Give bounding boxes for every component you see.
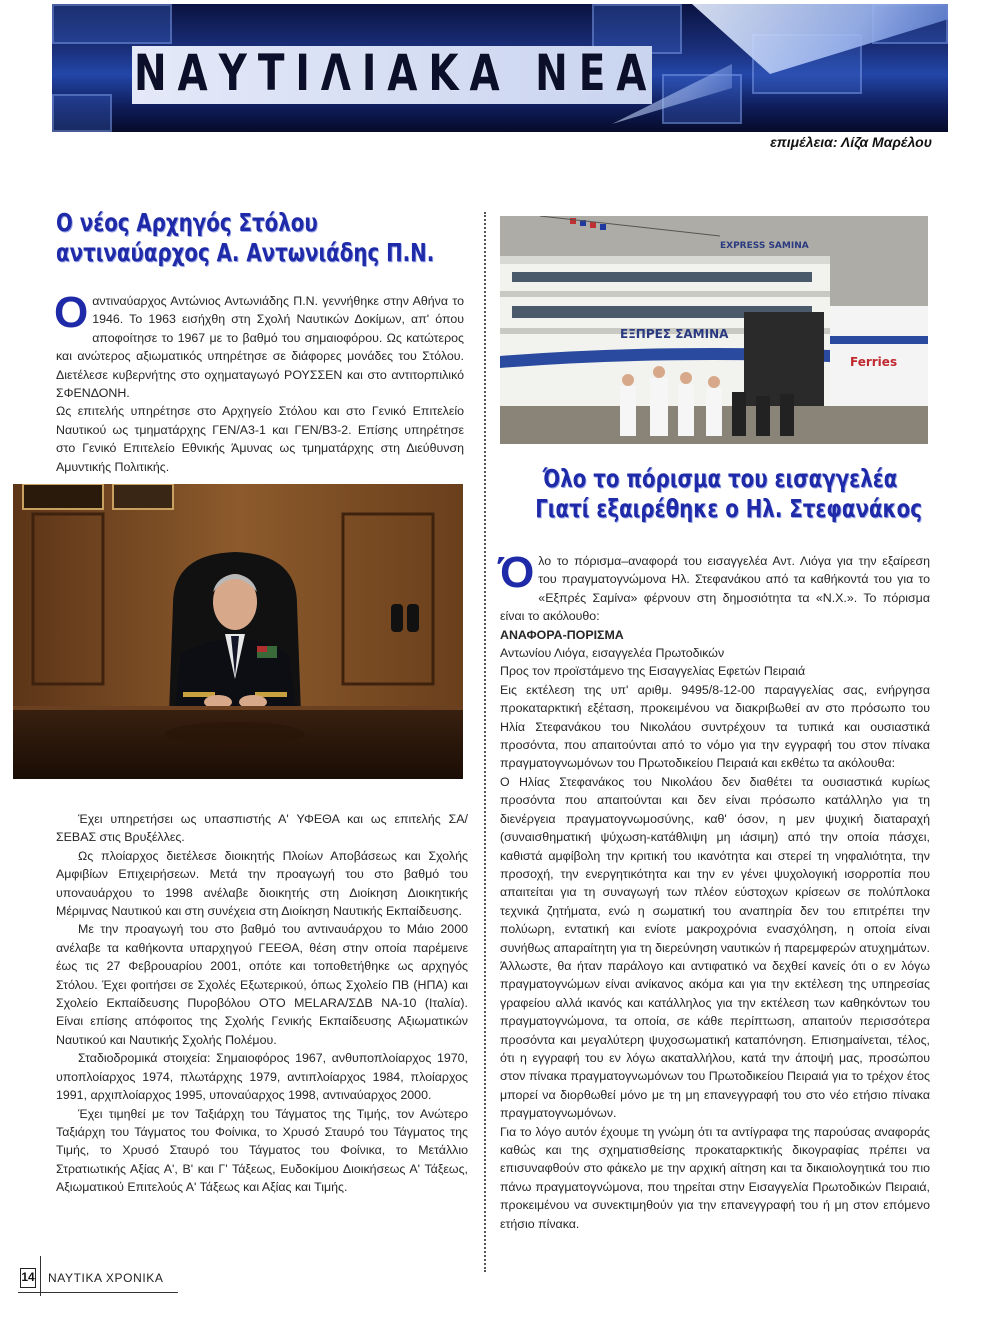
article2-intro: λο το πόρισμα–αναφορά του εισαγγελέα Αντ. Λιόγα για την εξαίρεση του πραγματογνώμονα Ηλ. Στεφανάκου από τα καθήκοντά του για το «Εξπρές Σαμίνα» φέρνουν στη δημοσιότητα τα «Ν.Χ.». Το πόρισμα είναι το ακόλουθο: <box>500 554 930 624</box>
ship-name-top-label: EXPRESS SAMINA <box>720 241 809 251</box>
article1-paragraph: Με την προαγωγή του στο βαθμό του αντιναυάρχου το Μάιο 2000 ανέλαβε τα καθήκοντα υπαρχηγού ΓΕΕΘΑ, θέση στην οποία παρέμεινε έως τις 27 Φεβρουαρίου 2001, οπότε και τοποθετήθηκε ως αρχηγός Στόλου. Έχει φοιτήσει σε Σχολές Εξωτερικού, όπως Σχολείο ΠΒ (ΗΠΑ) και Σχολείο Εκπαίδευσης Πυροβόλου ΟΤΟ MELARA/ΣΔΒ ΝΑ-10 (Ιταλία). Είναι επίσης απόφοιτος της Σχολής Γενικής Εκπαίδευσης Αξιωματικών Ναυτικού και Ναυτικής Σχολής Πολέμου. <box>56 922 468 1047</box>
article2-headline <box>510 464 930 523</box>
section-banner <box>52 4 948 132</box>
publication-name: ΝΑΥΤΙΚΑ ΧΡΟΝΙΚΑ <box>48 1271 164 1285</box>
article1-paragraph: Έχει τιμηθεί με τον Ταξιάρχη του Τάγματος της Τιμής, τον Ανώτερο Ταξιάρχη του Τάγματος του Φοίνικα, το Χρυσό Σταυρό του Τάγματος της Τιμής, το Χρυσό Σταυρό του Τάγματος του Φοίνικα, το Μετάλλιο Στρατιωτικής Αξίας Α', Β' και Γ' Τάξεως, Ευδοκίμου Διοικήσεως Α' Τάξεως, Αξιωματικού Επιτελούς Α' Τάξεως και Αξίας και Τιμής. <box>56 1106 468 1195</box>
ferry-sign-label: Ferries <box>850 355 898 369</box>
article2-body-text <box>498 548 930 1233</box>
article2-drop-cap: Ό <box>498 548 535 597</box>
article2-author: Αντωνίου Λιόγα, εισαγγελέα Πρωτοδικών <box>500 646 725 661</box>
article1-paragraph: Σταδιοδρομικά στοιχεία: Σημαιοφόρος 1967, ανθυποπλοίαρχος 1970, υποπλοίαρχος 1974, πλωτάρχης 1979, αντιπλοίαρχος 1984, πλοίαρχος 1991, αρχιπλοίαρχος 1995, υποναύαρχος 1998, αντιναύαρχος 2000. <box>56 1051 468 1103</box>
article1-drop-cap: Ο <box>54 288 89 337</box>
article2-headline-line1: Όλο το πόρισμα του εισαγγελέα <box>542 464 898 493</box>
article2-recipient: Προς τον προϊστάμενο της Εισαγγελίας Εφετών Πειραιά <box>500 664 806 679</box>
banner-tile <box>52 94 112 132</box>
editor-credit: επιμέλεια: Λίζα Μαρέλου <box>770 134 932 150</box>
article1-intro: αντιναύαρχος Αντώνιος Αντωνιάδης Π.Ν. γεννήθηκε στην Αθήνα το 1946. Το 1963 εισήχθη στη Σχολή Ναυτικών Δοκίμων, απ' όπου αποφοίτησε το 1967 με το βαθμό του σημαιοφόρου. Ως κατώτερος και ανώτερος αξιωματικός υπηρέτησε σε διάφορες μονάδες του Στόλου. Διετέλεσε κυβερνήτης στο οχηματαγωγό ΡΟΥΣΣΕΝ και στο αντιτορπιλικό ΣΦΕΝΔΟΝΗ. <box>56 294 464 401</box>
admiral-portrait-illustration <box>13 484 463 779</box>
article1-intro-text <box>54 288 464 476</box>
article1-headline-line2: αντιναύαρχος Α. Αντωνιάδης Π.Ν. <box>56 237 435 267</box>
article1-paragraph: Ως πλοίαρχος διετέλεσε διοικητής Πλοίων Αποβάσεως και Σχολής Αμφιβίων Επιχειρήσεων. Μετά την προαγωγή του στο βαθμό του υποναυάρχου το 1998 ανέλαβε διοικητής στη Διοίκηση Διοικητικής Μέριμνας Ναυτικού και στη συνέχεια στη Διοίκηση Ναυτικής Εκπαίδευσης. <box>56 848 468 919</box>
page-number: 14 <box>20 1268 36 1288</box>
admiral-portrait-photo <box>13 484 463 779</box>
banner-tile <box>52 4 172 44</box>
column-divider <box>484 212 486 1272</box>
article1-paragraph: Έχει υπηρετήσει ως υπασπιστής Α' ΥΦΕΘΑ και ως επιτελής ΣΑ/ΣΕΒΑΣ στις Βρυξέλλες. <box>56 812 468 845</box>
article2-subhead: ΑΝΑΦΟΡΑ-ΠΟΡΙΣΜΑ <box>500 627 624 642</box>
article2-paragraph: Ο Ηλίας Στεφανάκος του Νικολάου δεν διαθέτει τα ουσιαστικά κυρίως προσόντα που απαιτούνται και δεν είναι πρόσωπο κατάλληλο για τη διενέργεια πραγματογνωμοσύνης, καθ' όσον, η μεν ψυχική διαταραχή (συναισθηματική ψύχωση-κατάθλιψη μη ιάσιμη) από την οποία πάσχει, καθιστά αμφίβολη την κριτική του ικανότητα και στερεί τη νηφαλιότητα, την προσοχή, την ενεργητικότητα και την εν γένει ψυχολογική ισορροπία που απαιτείται για τη συναγωγή των πλέον εύστοχων κρίσεων σε πολύπλοκα τεχνικά ζητήματα, ενώ η σωματική του αναπηρία δεν του επιτρέπει την πολύωρη, εντατική και ενίοτε μακροχρόνια ενασχόληση, η οποία είναι συνήθως απαραίτητη για τη διερεύνηση ναυτικών ή παρεμφερών ατυχημάτων. Άλλωστε, θα ήταν παράλογο και αντιφατικό να δεχθεί κανείς ότι ο εν λόγω πραγματογνώμων είναι ανίκανος ακόμα και για την εκτέλεση της υπηρεσίας γραφείου αλλά ικανός και κατάλληλος για την εκτέλεση των καθηκόντων του πραγματογνώμονα, τα οποία, σε κάθε περίπτωση, απαιτούν περισσότερα προσόντα και μεγαλύτερη ψυχοσωματική καταπόνηση. Επισημαίνεται, τέλος, ότι η εγγραφή του εν λόγω ακαταλλήλου, κατά την άποψή μας, προσώπου στον πίνακα πραγματογνωμόνων του Πρωτοδικείου Πειραιά για το τρέχον έτος μπορεί να διορθωθεί μόνο με τη μη επανεγγραφή του στο νέο ετήσιο πίνακα πραγματογνωμόνων. <box>500 774 930 1121</box>
article1-headline <box>56 208 486 267</box>
footer-rule <box>18 1292 178 1293</box>
article1-headline-line1: Ο νέος Αρχηγός Στόλου <box>56 208 318 237</box>
ship-photo <box>500 216 928 444</box>
footer-rule-vertical <box>40 1256 41 1296</box>
ship-name-label: ΕΞΠΡΕΣ ΣΑΜΙΝΑ <box>620 327 729 341</box>
article1-paragraph: Ως επιτελής υπηρέτησε στο Αρχηγείο Στόλου και στο Γενικό Επιτελείο Ναυτικού ως τμηματάρχης ΓΕΝ/Α3-1 και ΓΕΝ/Β3-2. Επίσης υπηρέτησε στο Γενικό Επιτελείο Εθνικής Άμυνας ως τμηματάρχης στη Διεύθυνση Αμυντικής Πολιτικής. <box>56 404 464 474</box>
ship-illustration <box>500 216 928 444</box>
article2-paragraph: Για το λόγο αυτόν έχουμε τη γνώμη ότι τα αντίγραφα της παρούσας αναφοράς καθώς και της σχηματισθείσης προκαταρκτικής δικογραφίας πρέπει να επισυναφθούν στο φάκελο με την αρχική αίτηση και τα δικαιολογητικά του πιο πάνω πραγματογνώμονα, που τηρείται στην Εισαγγελία Πρωτοδικών Πειραιά, προκειμένου να συνεκτιμηθούν για την επανεγγραφή του ή μη στον επόμενο ετήσιο πίνακα. <box>500 1124 930 1231</box>
article1-body-text <box>56 810 468 1197</box>
section-title: ΝΑΥΤΙΛΙΑΚΑ ΝΕΑ <box>134 44 658 102</box>
article2-paragraph: Εις εκτέλεση της υπ' αριθμ. 9495/8-12-00 παραγγελίας σας, ενήργησα προκαταρκτική εξέταση, προκειμένου να διακριβωθεί αν στο πρόσωπο του Ηλία Στεφανάκου του Νικολάου συντρέχουν τα τυπικά και ουσιαστικά προσόντα, που απαιτούνται από το νόμο για την εγγραφή του στον πίνακα πραγματογνωμόνων του Πρωτοδικείου Πειραιά και εκθέτω τα ακόλουθα: <box>500 682 930 771</box>
article2-headline-line2: Γιατί εξαιρέθηκε ο Ηλ. Στεφανάκος <box>535 493 922 523</box>
